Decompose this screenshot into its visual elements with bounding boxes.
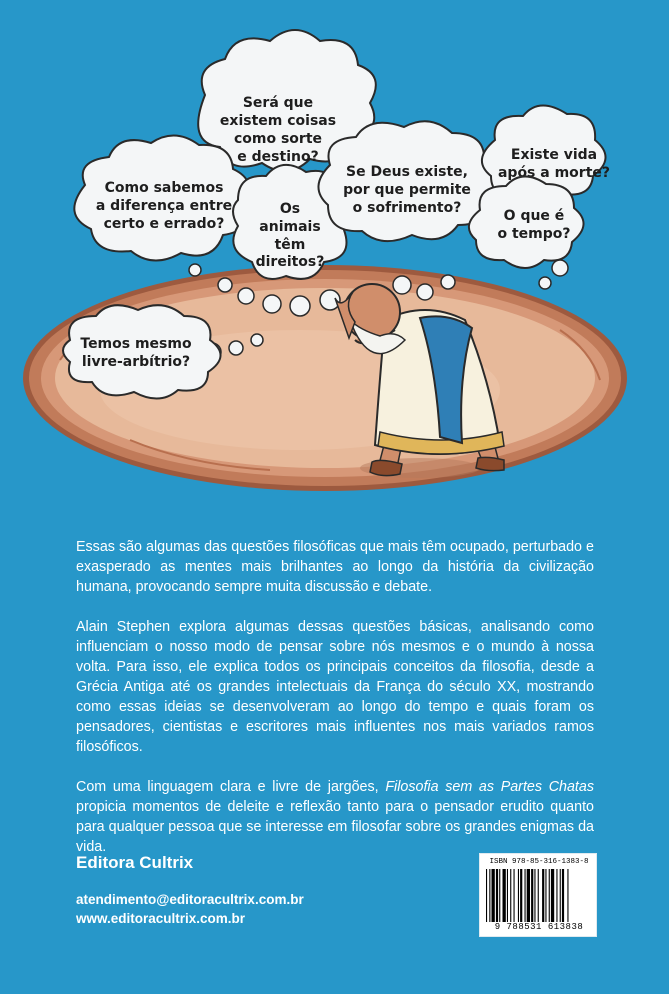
bubble-vida-line-2: após a morte? — [497, 165, 611, 181]
blurb-paragraph-2: Alain Stephen explora algumas dessas questões básicas, analisando como influenciam o nosso modo de pensar sobre nós mesmos e o mundo à nossa volta. Para isso, ele explica todos os principais conceitos da filosofia, desde a Grécia Antiga até os grandes intelectuais da França do século XX, mostrando como essas ideias se desenvolveram ao longo do tempo e quais foram os pensadores, cientistas e escritores mais influentes nos mais variados ramos filosóficos. — [76, 619, 594, 755]
isbn-barcode — [479, 853, 597, 937]
bubble-livre-line-1: Temos mesmo — [80, 336, 192, 352]
bubble-animais-line-3: têm — [274, 237, 306, 253]
bubble-diferenca-line-2: a diferença entre — [95, 198, 233, 214]
bubble-deus-line-1: Se Deus existe, — [346, 164, 468, 180]
bubble-diferenca-line-3: certo e errado? — [103, 216, 225, 232]
bubble-tempo-line-1: O que é — [503, 208, 565, 224]
publisher-website[interactable]: www.editoracultrix.com.br — [76, 911, 246, 926]
bubble-tempo-line-2: o tempo? — [497, 226, 571, 242]
blurb-paragraph-1: Essas são algumas das questões filosóficas que mais têm ocupado, perturbado e exasperado as mentes mais brilhantes ao longo da história da civilização humana, provocando sempre muita discussão e debate. — [76, 539, 594, 595]
bubble-deus-line-2: por que permite — [343, 182, 471, 198]
bubble-tempo — [469, 176, 584, 268]
barcode-bars — [486, 869, 592, 922]
bubble-deus-line-3: o sofrimento? — [352, 200, 462, 216]
bubble-diferenca — [74, 135, 249, 260]
bubble-animais-line-2: animais — [259, 219, 321, 235]
bubble-sorte-line-1: Será que — [242, 95, 314, 111]
publisher-email[interactable]: atendimento@editoracultrix.com.br — [76, 892, 304, 907]
bubble-livre-line-2: livre-arbítrio? — [81, 354, 191, 370]
book-title: Filosofia sem as Partes Chatas — [385, 779, 594, 795]
bubble-vida-line-1: Existe vida — [510, 147, 598, 163]
blurb-p3-end: propicia momentos de deleite e reflexão tanto para o pensador erudito quanto para qualquer pessoa que se interesse em filosofar sobre os grandes enigmas da vida. — [76, 799, 594, 855]
back-cover-blurb — [76, 537, 594, 877]
barcode-digits: 9 788531 613838 — [494, 922, 584, 932]
blurb-p3-start: Com uma linguagem clara e livre de jargões, — [76, 779, 386, 795]
bubble-sorte-line-4: e destino? — [237, 149, 319, 165]
bubble-diferenca-line-1: Como sabemos — [104, 180, 224, 196]
blurb-paragraph-3 — [76, 777, 594, 857]
bubble-sorte-line-2: existem coisas — [219, 113, 337, 129]
publisher-name: Editora Cultrix — [76, 853, 194, 872]
bubble-animais-line-1: Os — [279, 201, 301, 217]
bubble-animais-line-4: direitos? — [255, 254, 325, 270]
svg-text:Como sabemosa diferença entrec — [96, 180, 232, 232]
bubble-sorte-line-3: como sorte — [233, 131, 323, 147]
isbn-label: ISBN 978-85-316-1383-8 — [489, 858, 589, 866]
svg-text:Se Deus existe,por que permite — [343, 164, 471, 216]
